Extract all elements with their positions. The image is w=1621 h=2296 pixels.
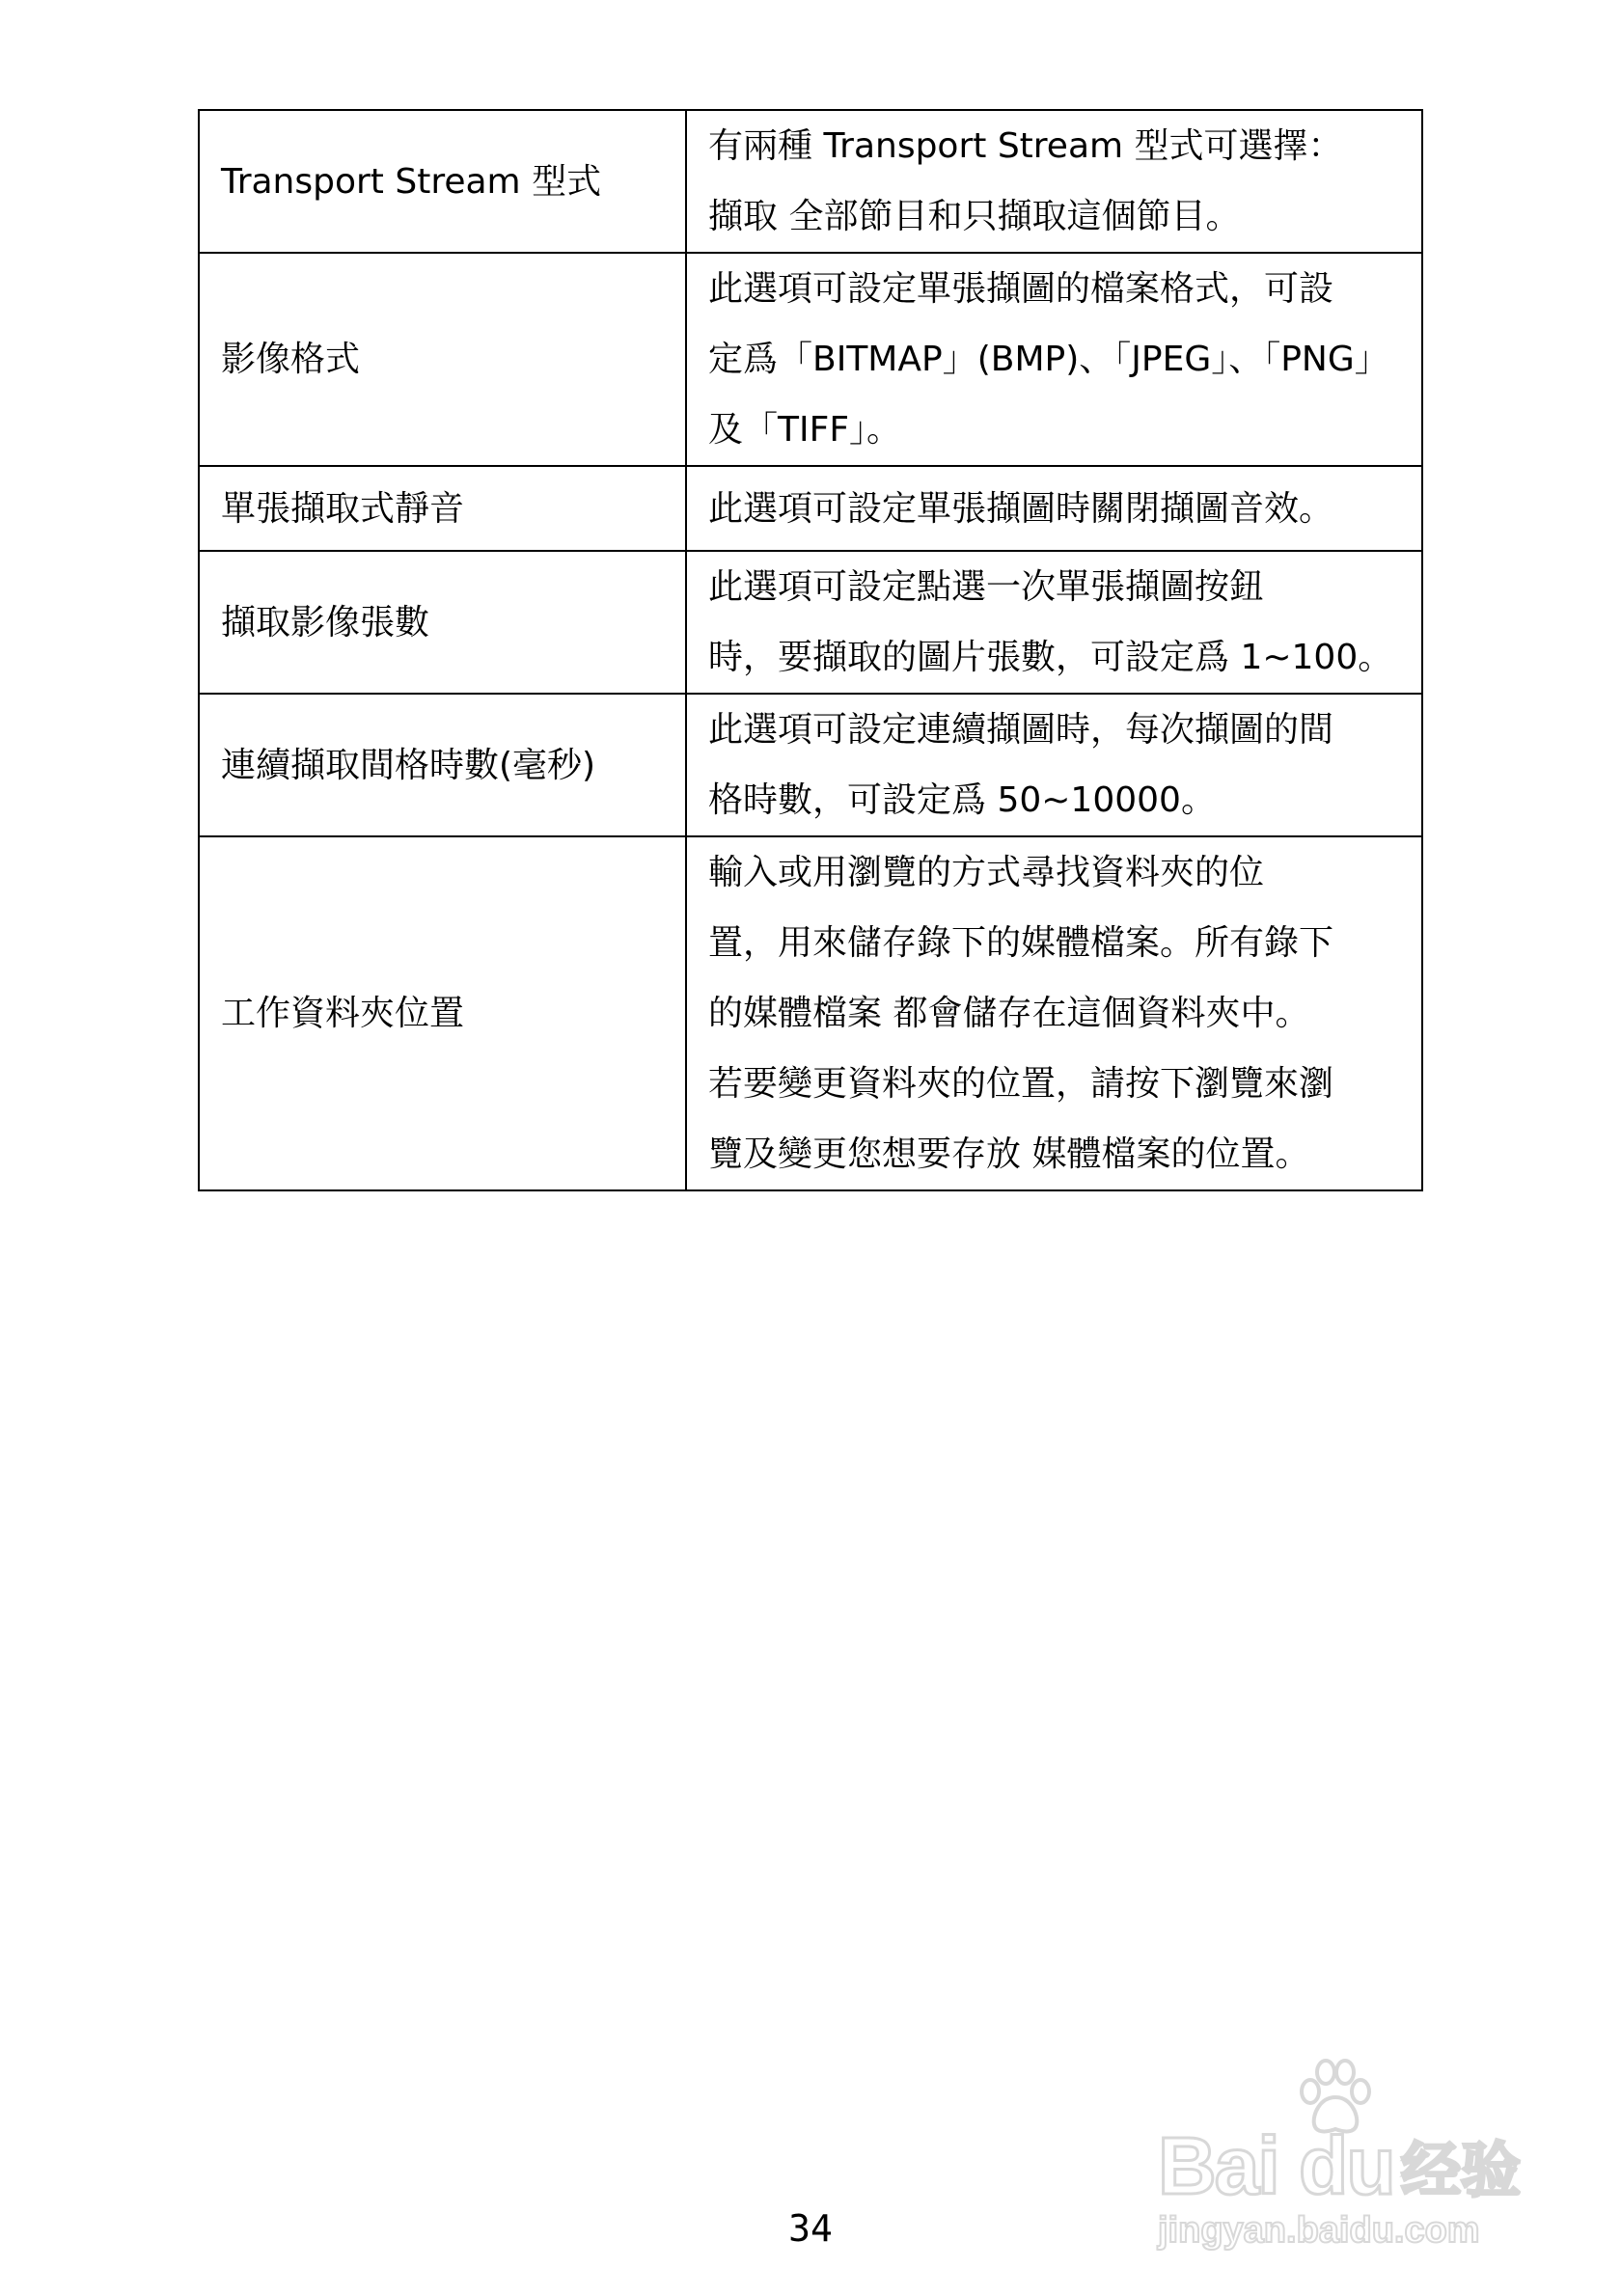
setting-description: 此選項可設定單張擷圖時關閉擷圖音效。: [708, 488, 1334, 529]
table-row: [199, 694, 1422, 836]
setting-name-cell: [199, 253, 686, 466]
setting-name: 連續擷取間格時數(毫秒): [221, 745, 596, 785]
setting-description: 有兩種 Transport Stream 型式可選擇： 擷取 全部節目和只擷取這個節目。: [708, 126, 1343, 236]
setting-description-cell: [686, 253, 1422, 466]
setting-description: 此選項可設定點選一次單張擷圖按鈕 時，要擷取的圖片張數，可設定爲 1~100。: [708, 567, 1393, 677]
setting-name-cell: [199, 551, 686, 694]
setting-description-cell: [686, 466, 1422, 551]
table-row: [199, 253, 1422, 466]
watermark-url: jingyan.baidu.com: [1158, 2210, 1480, 2251]
setting-name-cell: [199, 466, 686, 551]
setting-description: 輸入或用瀏覽的方式尋找資料夾的位 置，用來儲存錄下的媒體檔案。所有錄下 的媒體檔案 都會儲存在這個資料夾中。 若要變更資料夾的位置，請按下瀏覽來瀏 覽及變更您想要存放 媒體檔案的位置。: [708, 853, 1334, 1174]
watermark-product: 经验: [1401, 2135, 1522, 2205]
setting-name-cell: [199, 110, 686, 253]
setting-name-cell: [199, 694, 686, 836]
setting-description-cell: [686, 694, 1422, 836]
setting-name: 影像格式: [221, 340, 361, 379]
baidu-jingyan-watermark: [1119, 2055, 1525, 2257]
table-row: [199, 836, 1422, 1190]
setting-name-cell: [199, 836, 686, 1190]
setting-description: 此選項可設定單張擷圖的檔案格式，可設 定爲「BITMAP」(BMP)、「JPEG」、「PNG」 及「TIFF」。: [708, 269, 1389, 450]
settings-table: [198, 109, 1423, 1191]
watermark-brand: Bai du: [1158, 2120, 1394, 2211]
table-row: [199, 551, 1422, 694]
table-row: [199, 110, 1422, 253]
setting-name: 單張擷取式靜音: [221, 488, 465, 529]
table-row: [199, 466, 1422, 551]
setting-name: Transport Stream 型式: [221, 161, 602, 202]
setting-description: 此選項可設定連續擷圖時，每次擷圖的間 格時數，可設定爲 50~10000。: [708, 710, 1334, 820]
setting-description-cell: [686, 110, 1422, 253]
page-number: 34: [788, 2207, 833, 2250]
setting-name: 擷取影像張數: [221, 602, 430, 642]
setting-description-cell: [686, 551, 1422, 694]
setting-name: 工作資料夾位置: [221, 994, 465, 1033]
setting-description-cell: [686, 836, 1422, 1190]
